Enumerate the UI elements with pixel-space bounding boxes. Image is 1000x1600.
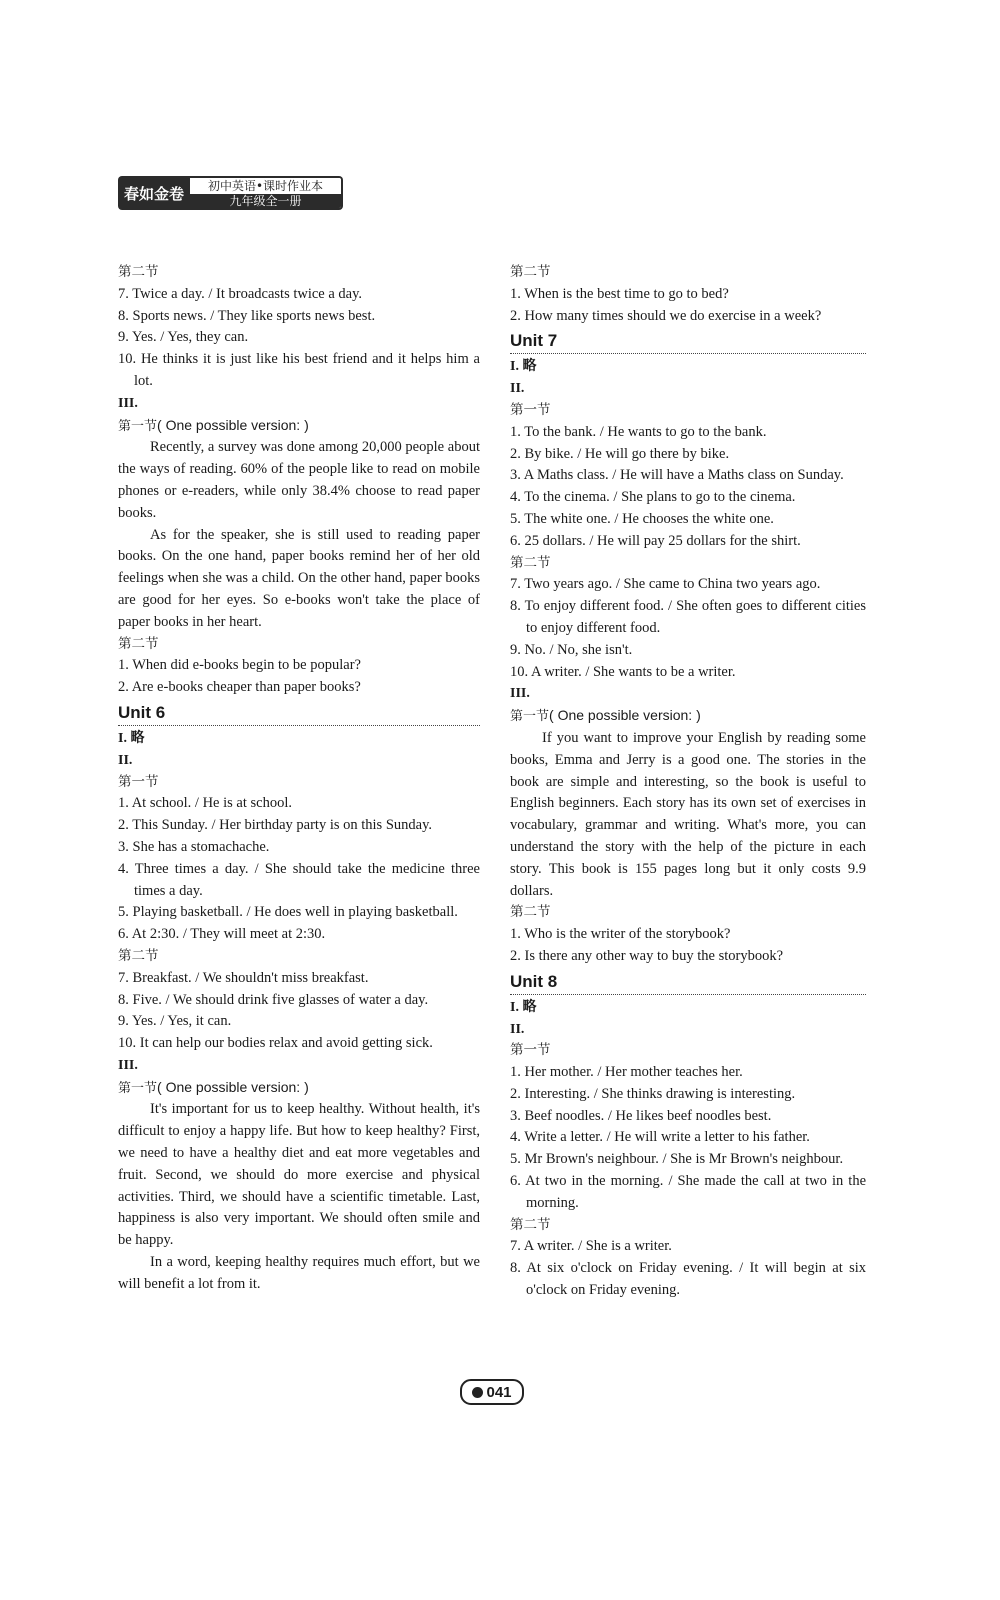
answer-item: 1. At school. / He is at school. [118,795,292,812]
bullet-dot-icon [472,1387,483,1398]
section-label: 第一节 [118,418,158,434]
essay-paragraph: It's important for us to keep healthy. Without health, it's difficult to enjoy a happy life. But how to keep healthy? First, we need to have a healthy diet and eat more vegetables and fruit. Second, we should do more exercise and physical activities. Third, we should have a scientific timetable. Last, happiness is also very important. We should often smile and be happy. [118,1101,480,1249]
answer-item: 9. No. / No, she isn't. [510,641,633,658]
answer-item: 1. Who is the writer of the storybook? [510,926,731,943]
answer-item: 6. At two in the morning. / She made the call at two in the morning. [510,1173,866,1211]
section-label: 第二节 [510,1216,551,1233]
answer-item: 4. Three times a day. / She should take the medicine three times a day. [118,860,480,899]
essay-paragraph: In a word, keeping healthy requires much effort, but we will benefit a lot from it. [118,1254,480,1292]
series-subtitle: 九年级全一册 [190,194,341,208]
version-note: ( One possible version: ) [157,1078,309,1095]
answer-item: 10. A writer. / She wants to be a writer. [510,663,736,680]
essay-paragraph: As for the speaker, she is still used to reading paper books. On the one hand, paper books remind her of her old feelings when she was a child. On the other hand, paper books are good for her eyes. So e-books won't take the place of paper books in her heart. [118,526,480,630]
version-note: ( One possible version: ) [549,707,701,724]
answer-item: 9. Yes. / Yes, they can. [118,329,249,346]
answer-item: 9. Yes. / Yes, it can. [118,1013,232,1030]
version-note: ( One possible version: ) [157,416,309,433]
answer-item: 7. A writer. / She is a writer. [510,1238,672,1255]
answer-item: 4. To the cinema. / She plans to go to the cinema. [510,489,796,506]
section-label: 第二节 [118,635,159,652]
answer-item: 1. When did e-books begin to be popular? [118,657,361,674]
section-label: 第一节 [118,1080,158,1096]
answer-item: 7. Twice a day. / It broadcasts twice a day. [118,285,363,302]
essay-paragraph: Recently, a survey was done among 20,000 people about the ways of reading. 60% of the people like to read on mobile phones or e-readers, while only 38.4% choose to read paper books. [118,439,480,521]
answer-item: 3. A Maths class. / He will have a Maths class on Sunday. [510,467,844,484]
section-label: 第二节 [118,264,159,280]
essay-paragraph: If you want to improve your English by reading some books, Emma and Jerry is a good one. The stories in the book are simple and interesting, so the book is useful to English beginners. Each story has its own set of exercises in vocabulary, grammar and writing. What's more, you can understand the story with the help of the picture in each story. This book is 155 pages long but it only costs 9.9 dollars. [510,729,866,899]
answer-item: 7. Breakfast. / We shouldn't miss breakfast. [118,969,369,986]
left-column [118,262,480,1296]
answer-item: 5. The white one. / He chooses the white one. [510,510,774,527]
answer-item: 7. Two years ago. / She came to China two years ago. [510,576,821,593]
answer-item: 4. Write a letter. / He will write a letter to his father. [510,1129,810,1146]
answer-item: 1. When is the best time to go to bed? [510,285,729,302]
part-heading: II. [118,752,133,768]
version-heading [118,1077,480,1100]
answer-item: 8. At six o'clock on Friday evening. / It will begin at six o'clock on Friday evening. [510,1260,866,1299]
version-heading [510,705,866,728]
answer-item: 2. How many times should we do exercise in a week? [510,307,822,324]
answer-item: 1. Her mother. / Her mother teaches her. [510,1064,743,1081]
part-heading: I. 略 [118,730,145,746]
series-label [190,176,343,210]
version-heading [118,415,480,438]
answer-item: 5. Mr Brown's neighbour. / She is Mr Brown's neighbour. [510,1151,844,1168]
part-heading: III. [118,395,138,411]
unit-heading: Unit 8 [510,971,866,995]
answer-item: 2. Is there any other way to buy the storybook? [510,947,784,964]
series-title: 初中英语•课时作业本 [190,178,341,194]
answer-item: 8. Five. / We should drink five glasses of water a day. [118,991,429,1008]
unit-heading: Unit 6 [118,702,480,726]
part-heading: I. 略 [510,359,537,375]
section-label: 第二节 [118,947,159,964]
answer-item: 8. Sports news. / They like sports news best. [118,307,376,324]
answer-item: 2. Interesting. / She thinks drawing is interesting. [510,1085,796,1102]
answer-item: 1. To the bank. / He wants to go to the bank. [510,423,767,440]
answer-item: 6. At 2:30. / They will meet at 2:30. [118,926,326,943]
section-label: 第二节 [510,264,551,280]
part-heading: II. [510,1021,525,1037]
part-heading: II. [510,381,525,397]
answer-item: 8. To enjoy different food. / She often goes to different cities to enjoy different food. [510,598,866,636]
answer-item: 10. It can help our bodies relax and avoid getting sick. [118,1035,433,1052]
unit-heading: Unit 7 [510,330,866,354]
answer-item: 3. Beef noodles. / He likes beef noodles best. [510,1107,772,1124]
answer-item: 5. Playing basketball. / He does well in playing basketball. [118,904,458,921]
book-series-header [118,176,343,210]
section-label: 第一节 [510,401,551,418]
answer-item: 2. Are e-books cheaper than paper books? [118,679,361,696]
answer-item: 10. He thinks it is just like his best friend and it helps him a lot. [118,351,480,389]
answer-item: 3. She has a stomachache. [118,838,270,855]
page-number-badge [460,1379,524,1405]
part-heading: I. 略 [510,999,537,1015]
publisher-logo: 春如金卷 [118,176,190,210]
answer-item: 2. By bike. / He will go there by bike. [510,445,730,462]
answer-item: 6. 25 dollars. / He will pay 25 dollars for the shirt. [510,532,801,549]
section-label: 第一节 [118,773,159,790]
page-number: 041 [486,1383,512,1401]
right-column [510,262,866,1302]
section-label: 第一节 [510,1042,551,1059]
part-heading: III. [510,686,530,702]
part-heading: III. [118,1057,138,1073]
answer-item: 2. This Sunday. / Her birthday party is on this Sunday. [118,817,433,834]
section-label: 第二节 [510,904,551,921]
section-label: 第一节 [510,709,550,725]
section-label: 第二节 [510,554,551,571]
